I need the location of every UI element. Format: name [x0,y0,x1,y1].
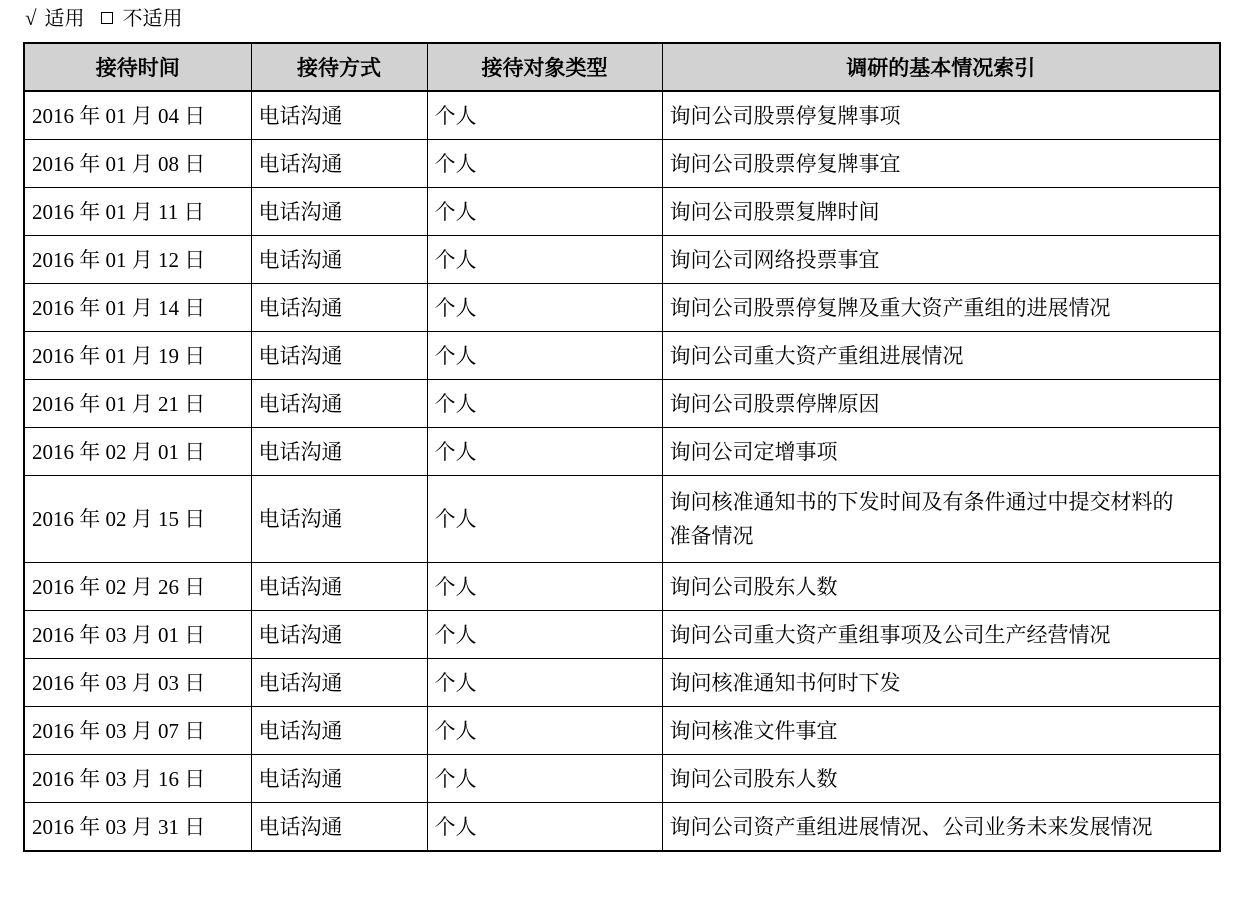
applicable-label: 适用 [44,8,85,30]
table-row [24,380,1220,428]
cell-topic: 询问公司定增事项 [662,428,1220,476]
cell-reception-method: 电话沟通 [251,332,427,380]
cell-topic: 询问公司重大资产重组事项及公司生产经营情况 [662,611,1220,659]
cell-topic: 询问核准通知书何时下发 [662,659,1220,707]
applicability-line [0,0,1250,30]
cell-reception-date: 2016 年 01 月 21 日 [24,380,251,428]
cell-reception-method: 电话沟通 [251,428,427,476]
cell-reception-method: 电话沟通 [251,563,427,611]
cell-reception-date: 2016 年 03 月 16 日 [24,755,251,803]
header-reception-time: 接待时间 [24,43,251,91]
table-row [24,91,1220,140]
cell-reception-method: 电话沟通 [251,284,427,332]
table-row [24,659,1220,707]
cell-reception-method: 电话沟通 [251,611,427,659]
cell-visitor-type: 个人 [427,188,662,236]
cell-topic: 询问公司股票复牌时间 [662,188,1220,236]
cell-topic: 询问核准通知书的下发时间及有条件通过中提交材料的准备情况 [662,476,1220,563]
cell-visitor-type: 个人 [427,563,662,611]
cell-reception-date: 2016 年 03 月 31 日 [24,803,251,852]
cell-visitor-type: 个人 [427,428,662,476]
cell-reception-method: 电话沟通 [251,755,427,803]
cell-reception-method: 电话沟通 [251,803,427,852]
cell-topic: 询问公司股东人数 [662,563,1220,611]
cell-reception-method: 电话沟通 [251,91,427,140]
not-applicable-label: 不适用 [122,8,183,30]
cell-topic: 询问公司网络投票事宜 [662,236,1220,284]
cell-reception-date: 2016 年 03 月 03 日 [24,659,251,707]
table-row [24,236,1220,284]
cell-reception-date: 2016 年 01 月 14 日 [24,284,251,332]
cell-reception-date: 2016 年 03 月 01 日 [24,611,251,659]
table-header [24,43,1220,91]
table-row [24,476,1220,563]
table-row [24,563,1220,611]
table-row [24,611,1220,659]
cell-topic: 询问公司股票停复牌及重大资产重组的进展情况 [662,284,1220,332]
cell-visitor-type: 个人 [427,659,662,707]
cell-topic: 询问公司重大资产重组进展情况 [662,332,1220,380]
cell-reception-date: 2016 年 02 月 01 日 [24,428,251,476]
cell-visitor-type: 个人 [427,476,662,563]
cell-reception-method: 电话沟通 [251,188,427,236]
table-row [24,428,1220,476]
cell-reception-date: 2016 年 01 月 19 日 [24,332,251,380]
cell-visitor-type: 个人 [427,803,662,852]
cell-reception-date: 2016 年 01 月 04 日 [24,91,251,140]
cell-visitor-type: 个人 [427,91,662,140]
checkbox-unchecked-icon [101,12,113,24]
cell-reception-date: 2016 年 01 月 12 日 [24,236,251,284]
cell-topic: 询问公司股东人数 [662,755,1220,803]
cell-topic: 询问公司资产重组进展情况、公司业务未来发展情况 [662,803,1220,852]
cell-topic: 询问公司股票停复牌事宜 [662,140,1220,188]
table-row [24,707,1220,755]
header-topic-index: 调研的基本情况索引 [662,43,1220,91]
cell-reception-method: 电话沟通 [251,659,427,707]
table-row [24,284,1220,332]
header-row [24,43,1220,91]
cell-topic: 询问公司股票停牌原因 [662,380,1220,428]
table-row [24,332,1220,380]
cell-reception-date: 2016 年 01 月 08 日 [24,140,251,188]
cell-visitor-type: 个人 [427,332,662,380]
cell-reception-method: 电话沟通 [251,380,427,428]
reception-records-table [23,42,1221,852]
table-row [24,188,1220,236]
header-visitor-type: 接待对象类型 [427,43,662,91]
check-icon: √ [25,6,37,30]
cell-reception-date: 2016 年 03 月 07 日 [24,707,251,755]
cell-reception-method: 电话沟通 [251,236,427,284]
cell-topic: 询问核准文件事宜 [662,707,1220,755]
cell-visitor-type: 个人 [427,380,662,428]
cell-reception-date: 2016 年 01 月 11 日 [24,188,251,236]
cell-visitor-type: 个人 [427,755,662,803]
cell-visitor-type: 个人 [427,707,662,755]
cell-reception-method: 电话沟通 [251,476,427,563]
cell-topic: 询问公司股票停复牌事项 [662,91,1220,140]
table-body [24,91,1220,851]
cell-reception-method: 电话沟通 [251,140,427,188]
cell-reception-date: 2016 年 02 月 15 日 [24,476,251,563]
cell-visitor-type: 个人 [427,284,662,332]
cell-visitor-type: 个人 [427,236,662,284]
table-row [24,140,1220,188]
table-row [24,803,1220,852]
cell-reception-method: 电话沟通 [251,707,427,755]
cell-reception-date: 2016 年 02 月 26 日 [24,563,251,611]
cell-visitor-type: 个人 [427,140,662,188]
cell-visitor-type: 个人 [427,611,662,659]
table-row [24,755,1220,803]
header-reception-method: 接待方式 [251,43,427,91]
